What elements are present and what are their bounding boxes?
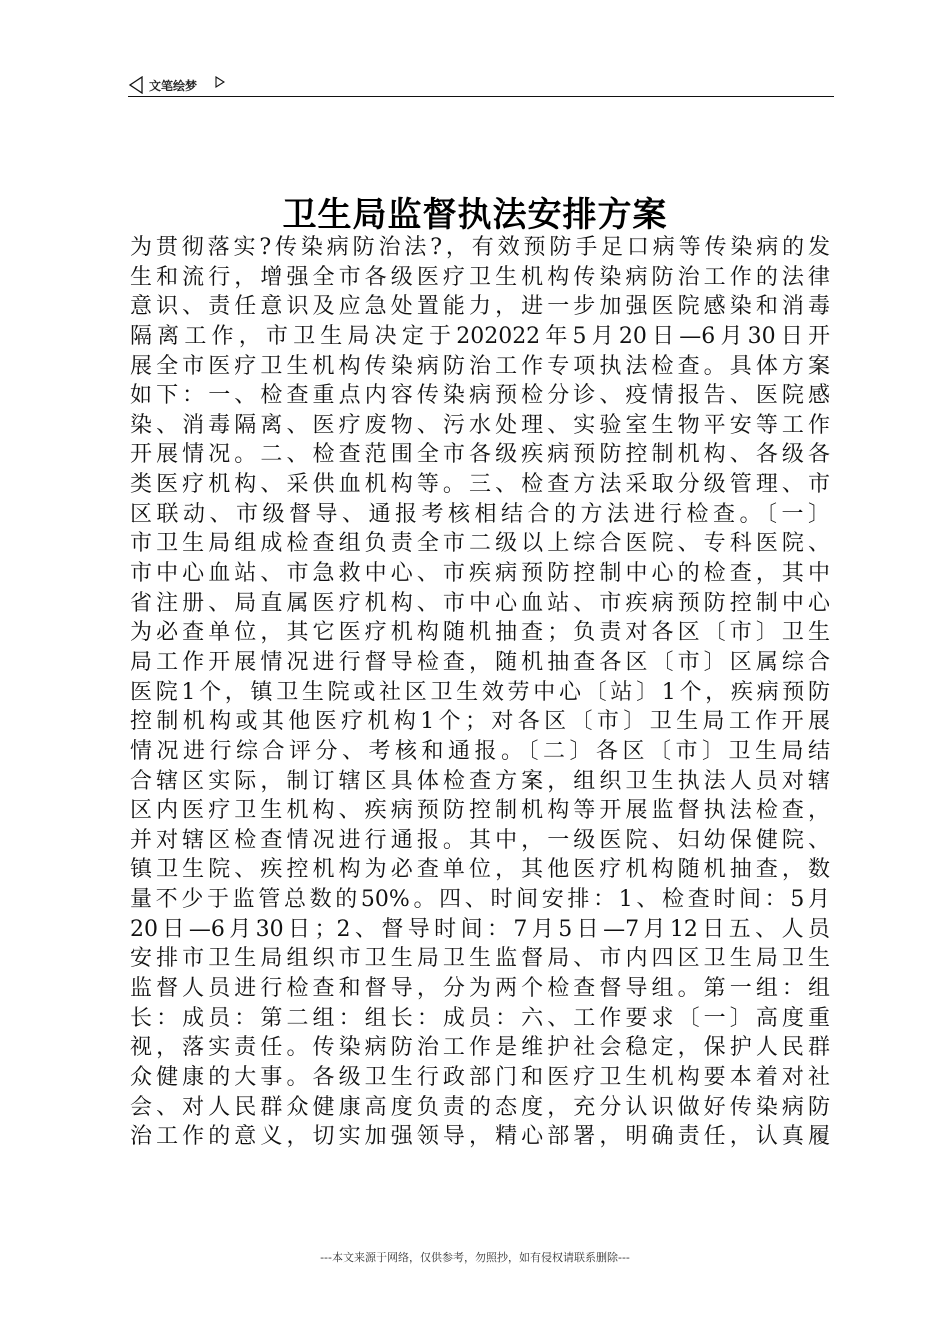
body-text-line: 类医疗机构、采供血机构等。三、检查方法采取分级管理、市 <box>130 472 830 498</box>
body-text-line: 市中心血站、市急救中心、市疾病预防控制中心的检查，其中 <box>130 561 830 587</box>
body-text-line: 隔离工作，市卫生局决定于202022年5月20日—6月30日开 <box>130 323 830 349</box>
body-text-line: 安排市卫生局组织市卫生局卫生监督局、市内四区卫生局卫生 <box>130 946 830 972</box>
body-text-line: 情况进行综合评分、考核和通报。〔二〕各区〔市〕卫生局结 <box>130 738 830 764</box>
body-text-line: 治工作的意义，切实加强领导，精心部署，明确责任，认真履 <box>130 1124 830 1150</box>
body-text-line: 为贯彻落实?传染病防治法?，有效预防手足口病等传染病的发 <box>130 235 830 260</box>
header-brand: 文笔绘梦 <box>149 79 198 93</box>
body-text-line: 医院1个，镇卫生院或社区卫生效劳中心〔站〕1个，疾病预防 <box>130 679 830 705</box>
body-text-line: 局工作开展情况进行督导检查，随机抽查各区〔市〕区属综合 <box>130 649 830 675</box>
header-divider <box>128 96 834 97</box>
body-text-line: 意识、责任意识及应急处置能力，进一步加强医院感染和消毒 <box>130 294 830 320</box>
triangle-left-icon <box>128 76 144 94</box>
body-text-line: 量不少于监管总数的50%。四、时间安排：1、检查时间：5月 <box>130 887 830 913</box>
body-text-line: 镇卫生院、疾控机构为必查单位，其他医疗机构随机抽查，数 <box>130 857 830 883</box>
body-text-line: 视，落实责任。传染病防治工作是维护社会稳定，保护人民群 <box>130 1035 830 1061</box>
body-text-line: 长：成员：第二组：组长：成员：六、工作要求〔一〕高度重 <box>130 1005 830 1031</box>
body-text-line: 开展情况。二、检查范围全市各级疾病预防控制机构、各级各 <box>130 442 830 468</box>
body-text-line: 合辖区实际，制订辖区具体检查方案，组织卫生执法人员对辖 <box>130 768 830 794</box>
body-text-line: 如下：一、检查重点内容传染病预检分诊、疫情报告、医院感 <box>130 383 830 409</box>
body-text-line: 染、消毒隔离、医疗废物、污水处理、实验室生物平安等工作 <box>130 412 830 438</box>
body-text-line: 区联动、市级督导、通报考核相结合的方法进行检查。〔一〕 <box>130 501 830 527</box>
page-header <box>128 72 834 98</box>
triangle-right-icon <box>215 76 225 88</box>
body-text-line: 众健康的大事。各级卫生行政部门和医疗卫生机构要本着对社 <box>130 1064 830 1090</box>
body-text-line: 区内医疗卫生机构、疾病预防控制机构等开展监督执法检查， <box>130 798 830 824</box>
body-text-line: 展全市医疗卫生机构传染病防治工作专项执法检查。具体方案 <box>130 353 830 379</box>
body-text-line: 省注册、局直属医疗机构、市中心血站、市疾病预防控制中心 <box>130 590 830 616</box>
body-text-line: 监督人员进行检查和督导，分为两个检查督导组。第一组：组 <box>130 976 830 1002</box>
body-text-line: 并对辖区检查情况进行通报。其中，一级医院、妇幼保健院、 <box>130 827 830 853</box>
body-text-line: 市卫生局组成检查组负责全市二级以上综合医院、专科医院、 <box>130 531 830 557</box>
body-text-line: 生和流行，增强全市各级医疗卫生机构传染病防治工作的法律 <box>130 264 830 290</box>
body-text-line: 为必查单位，其它医疗机构随机抽查；负责对各区〔市〕卫生 <box>130 620 830 646</box>
document-body <box>130 233 830 1152</box>
body-text-line: 会、对人民群众健康高度负责的态度，充分认识做好传染病防 <box>130 1094 830 1120</box>
body-text-line: 20日—6月30日；2、督导时间：7月5日—7月12日五、人员 <box>130 916 830 942</box>
page-footer-disclaimer: ---本文来源于网络，仅供参考，勿照抄，如有侵权请联系删除--- <box>320 1251 630 1264</box>
body-text-line: 控制机构或其他医疗机构1个；对各区〔市〕卫生局工作开展 <box>130 709 830 735</box>
document-title: 卫生局监督执法安排方案 <box>282 195 668 235</box>
